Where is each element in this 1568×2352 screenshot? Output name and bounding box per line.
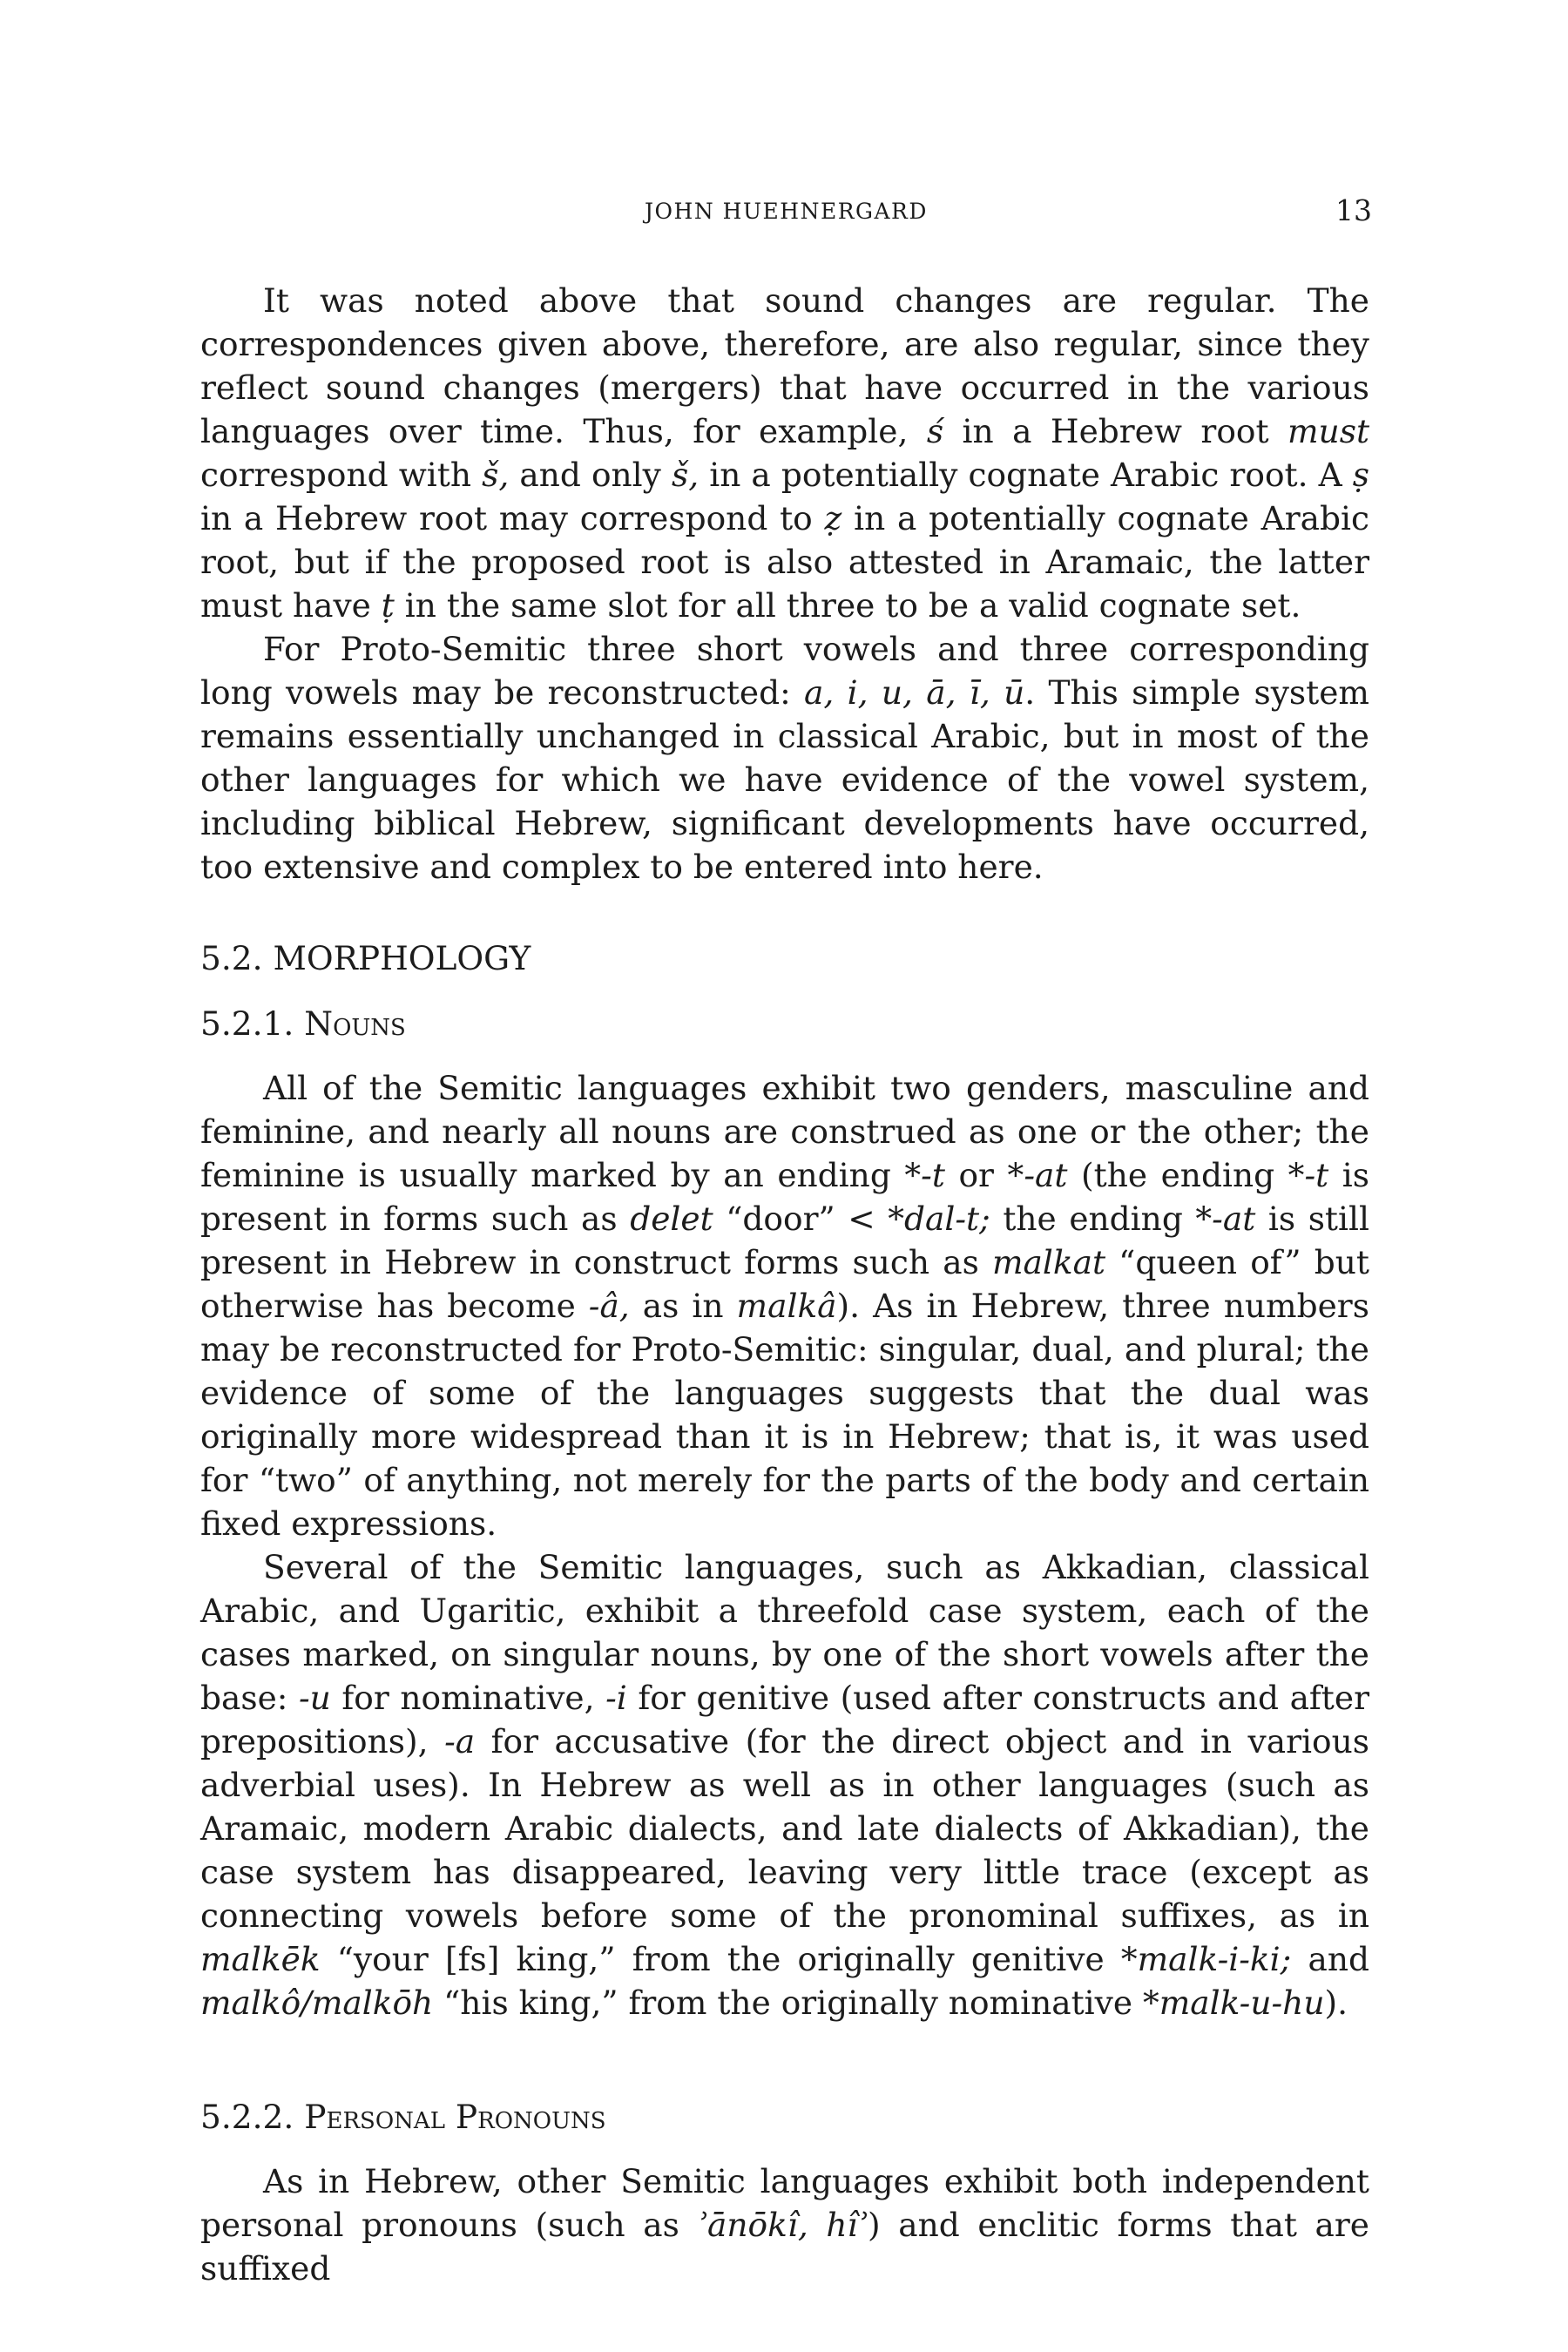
paragraph-pronouns: As in Hebrew, other Semitic languages exhibit both independent personal pronouns (such as ʾānōkî, hîʾ) and enclitic forms that are suffixed — [200, 2162, 1369, 2288]
paragraph-sound-changes: It was noted above that sound changes are regular. The correspondences given above, therefore, are also regular, since they reflect sound changes (mergers) that have occurred in the various languages over time. Thus, for example, ś in a Hebrew root must correspond with š, and only š, in a potentially cognate Arabic root. A ṣ in a Hebrew root may correspond to ẓ in a potentially cognate Arabic root, but if the proposed root is also attested in Aramaic, the latter must have ṭ in the same slot for all three to be a valid cognate set. — [200, 281, 1370, 625]
section-5-2 — [200, 936, 1369, 980]
page-number: 13 — [1335, 193, 1372, 227]
heading-nouns: 5.2.1. Nouns — [200, 1004, 406, 1043]
paragraph-case-system: Several of the Semitic languages, such as Akkadian, classical Arabic, and Ugaritic, exhibit a threefold case system, each of the cases marked, on singular nouns, by one of the short vowels after the base: -u for nominative, -i for genitive (used after constructs and after prepositions), -a for accusative (for the direct object and in various adverbial uses). In Hebrew as well as in other languages (such as Aramaic, modern Arabic dialects, and late dialects of Akkadian), the case system has disappeared, leaving very little trace (except as connecting vowels before some of the pronominal suffixes, as in malkēk “your [fs] king,” from the originally genitive *malk-i-ki; and malkô/malkōh “his king,” from the originally nominative *malk-u-hu). — [200, 1548, 1369, 2022]
paragraph-genders: All of the Semitic languages exhibit two genders, masculine and feminine, and nearly all nouns are construed as one or the other; the feminine is usually marked by an ending *-t or *-at (the ending *-t is present in forms such as delet “door” < *dal-t; the ending *-at is still present in Hebrew in construct forms such as malkat “queen of” but otherwise has become -â, as in malkâ). As in Hebrew, three numbers may be reconstructed for Proto-Semitic: singular, dual, and plural; the evidence of some of the languages suggests that the dual was originally more widespread than it is in Hebrew; that is, it was used for “two” of anything, not merely for the parts of the body and certain fixed expressions. — [200, 1069, 1369, 1543]
heading-morphology: 5.2. MORPHOLOGY — [200, 939, 531, 977]
section-5-2-2 — [200, 2095, 1369, 2290]
section-5-2-1 — [200, 1002, 1369, 2024]
section-5-1-tail — [200, 279, 1369, 889]
paragraph-vowels: For Proto-Semitic three short vowels and three corresponding long vowels may be reconstructed: a, i, u, ā, ī, ū. This simple system remains essentially unchanged in classical Arabic, but in most of the other languages for which we have evidence of the vowel system, including biblical Hebrew, significant developments have occurred, too extensive and complex to be entered into here. — [200, 630, 1369, 886]
heading-personal-pronouns: 5.2.2. Personal Pronouns — [200, 2098, 606, 2136]
running-head: JOHN HUEHNERGARD — [645, 199, 928, 224]
